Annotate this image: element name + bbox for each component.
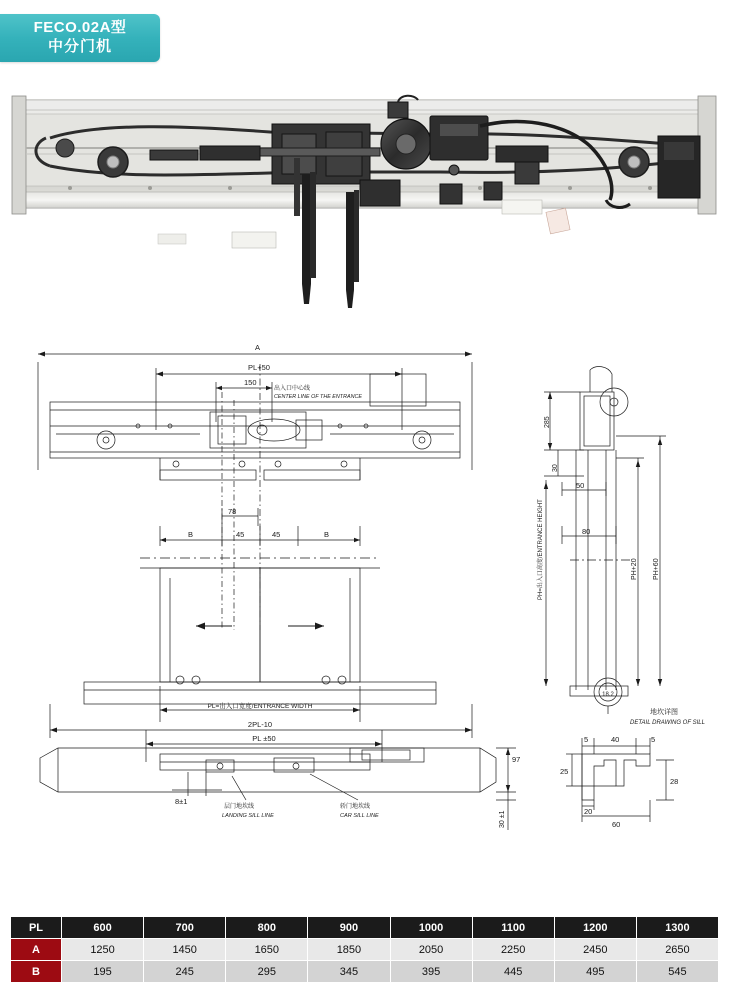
cell-pl-3: 900 <box>308 917 390 939</box>
dim-8pm1: 8±1 <box>175 797 188 806</box>
dim-s20: 20 <box>584 807 593 816</box>
cell-b-7: 545 <box>636 961 718 983</box>
cell-b-0: 195 <box>62 961 144 983</box>
cell-b-5: 445 <box>472 961 554 983</box>
dim-PL50: PL+50 <box>248 363 270 372</box>
dim-s5-right: 5 <box>651 735 656 744</box>
cell-pl-0: 600 <box>62 917 144 939</box>
dim-45-left: 45 <box>236 530 245 539</box>
cell-a-6: 2450 <box>554 939 636 961</box>
table-row-pl <box>11 917 719 939</box>
model-name: FECO.02A型 <box>33 19 127 36</box>
label-sill-detail-en: DETAIL DRAWING OF SILL <box>630 720 705 726</box>
cell-pl-2: 800 <box>226 917 308 939</box>
technical-drawing <box>10 330 720 875</box>
dim-2PL-10: 2PL-10 <box>247 720 273 729</box>
dim-PL-pm50: PL ±50 <box>252 734 276 743</box>
label-landing-sill-en: LANDING SILL LINE <box>222 813 274 819</box>
table-row-a <box>11 939 719 961</box>
cell-a-1: 1450 <box>144 939 226 961</box>
dim-150: 150 <box>244 378 257 387</box>
label-car-sill-cn: 轿门地坎线 <box>340 804 371 810</box>
dim-30pm1: 30 ±1 <box>499 810 506 828</box>
cell-b-4: 395 <box>390 961 472 983</box>
dim-s28: 28 <box>670 777 679 786</box>
dim-PH20: PH+20 <box>631 558 638 580</box>
control-box <box>658 136 700 198</box>
cell-pl-1: 700 <box>144 917 226 939</box>
dim-45-right: 45 <box>272 530 281 539</box>
dim-285: 285 <box>544 416 551 428</box>
dim-A: A <box>255 343 261 352</box>
model-subtitle: 中分门机 <box>47 38 112 55</box>
dim-50: 50 <box>576 481 585 490</box>
dim-B-right: B <box>324 530 330 539</box>
product-photo-svg <box>10 88 720 308</box>
label-entrance-center-cn: 出入口中心线 <box>274 386 311 392</box>
label-entrance-width: PL=出入口宽度/ENTRANCE WIDTH <box>207 703 313 710</box>
cell-a-7: 2650 <box>636 939 718 961</box>
dim-78: 78 <box>228 507 237 516</box>
dim-s25: 25 <box>560 767 569 776</box>
cell-b-2: 295 <box>226 961 308 983</box>
dim-80: 80 <box>582 527 591 536</box>
label-landing-sill-cn: 层门地坎线 <box>224 804 255 810</box>
cell-b-1: 245 <box>144 961 226 983</box>
cell-pl-6: 1200 <box>554 917 636 939</box>
dim-s60: 60 <box>612 820 621 829</box>
cell-a-2: 1650 <box>226 939 308 961</box>
cell-pl-5: 1100 <box>472 917 554 939</box>
dim-97: 97 <box>512 755 521 764</box>
row-head-a: A <box>11 939 62 961</box>
technical-drawing-svg <box>10 330 720 875</box>
dim-s40: 40 <box>611 735 620 744</box>
cell-pl-7: 1300 <box>636 917 718 939</box>
cell-pl-4: 1000 <box>390 917 472 939</box>
cell-a-5: 2250 <box>472 939 554 961</box>
dim-B-left: B <box>188 530 194 539</box>
cell-b-3: 345 <box>308 961 390 983</box>
cell-b-6: 495 <box>554 961 636 983</box>
dim-sill-dia: 18.2 <box>602 692 614 698</box>
label-sill-detail-cn: 地坎详图 <box>650 709 678 716</box>
spec-table <box>10 916 719 983</box>
label-entrance-height: PH=出入口高度/ENTRANCE HEIGHT <box>538 499 544 600</box>
table-row-b <box>11 961 719 983</box>
product-photo <box>10 88 720 308</box>
dim-PH60: PH+60 <box>653 558 660 580</box>
row-head-pl: PL <box>11 917 62 939</box>
dim-30: 30 <box>552 464 559 472</box>
row-head-b: B <box>11 961 62 983</box>
model-badge <box>0 14 160 62</box>
cell-a-3: 1850 <box>308 939 390 961</box>
label-car-sill-en: CAR SILL LINE <box>340 813 379 819</box>
dim-s5-left: 5 <box>584 735 589 744</box>
cell-a-0: 1250 <box>62 939 144 961</box>
label-entrance-center-en: CENTER LINE OF THE ENTRANCE <box>274 394 362 400</box>
cell-a-4: 2050 <box>390 939 472 961</box>
